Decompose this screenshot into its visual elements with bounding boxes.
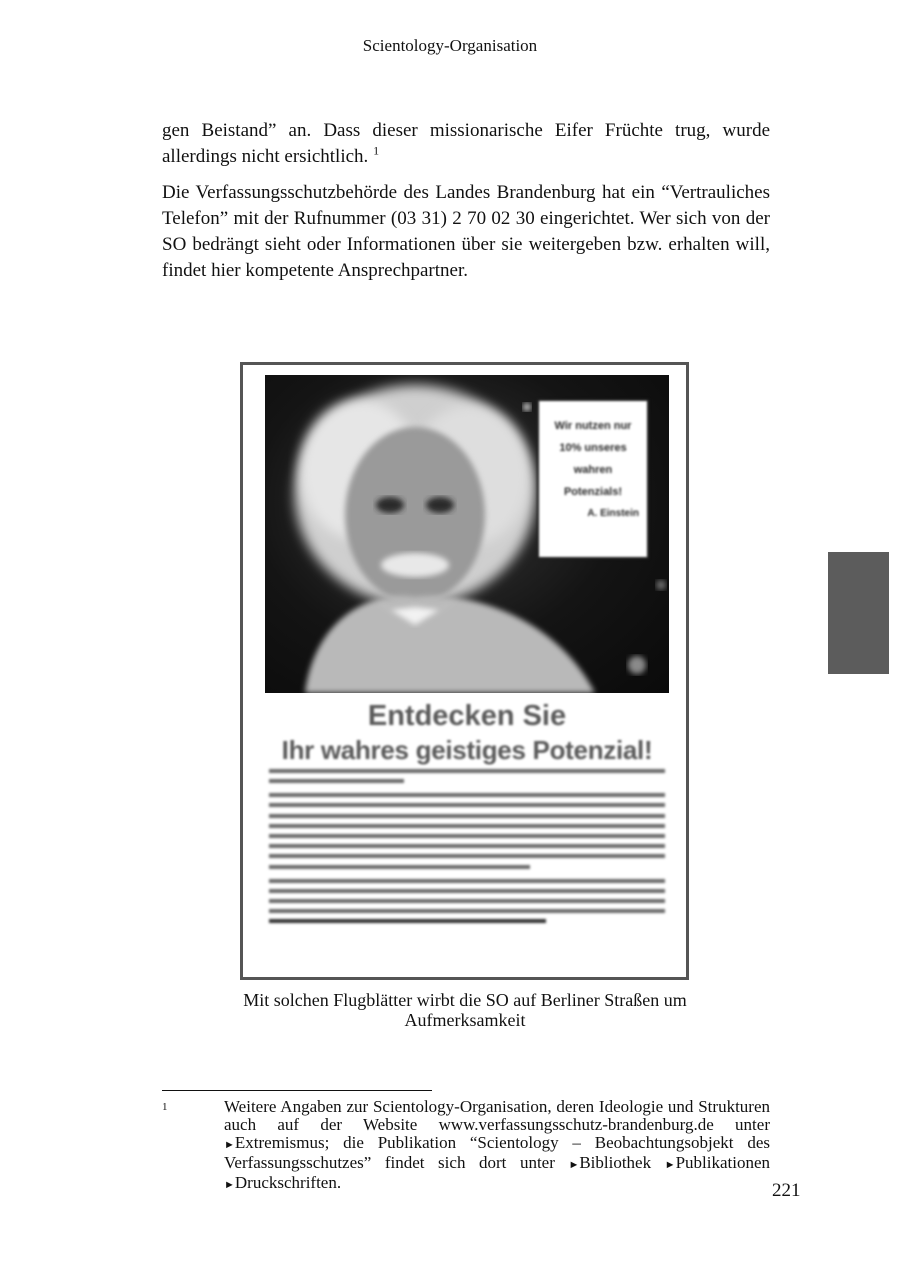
paragraph-1 (162, 118, 770, 170)
blurred-text-line (269, 814, 665, 818)
footnote-rule (162, 1090, 432, 1091)
footnote-link-publikationen[interactable]: Publikationen (675, 1153, 771, 1172)
arrow-right-icon: ► (568, 1159, 580, 1171)
arrow-right-icon: ► (224, 1139, 235, 1151)
blurred-text-line (269, 824, 665, 828)
footnote-reference[interactable]: 1 (373, 143, 380, 158)
einstein-photo (265, 375, 669, 693)
flyer-body-text (269, 769, 665, 969)
quote-line: Wir nutzen nur (554, 420, 632, 432)
arrow-right-icon: ► (224, 1179, 235, 1191)
blurred-text-line (269, 865, 530, 869)
footnote-number: 1 (162, 1101, 168, 1113)
blurred-text-line (269, 793, 665, 797)
paragraph-1-text: gen Beistand” an. Dass dieser missionarische Eifer Früchte trug, wurde allerdings nicht ersichtlich. (162, 120, 770, 167)
arrow-right-icon: ► (664, 1159, 676, 1171)
quote-line: wahren (573, 464, 613, 476)
blurred-text-line (269, 834, 665, 838)
body-text (162, 118, 770, 294)
running-head: Scientology-Organisation (362, 36, 538, 55)
headline-line-1: Entdecken Sie (367, 700, 567, 732)
footnote-text-b: ; die Publikation “Scientology – Beobachtungsobjekt des Verfassungsschutzes” findet sich dort unter (224, 1133, 770, 1172)
quote-box (537, 399, 649, 559)
page-number: 221 (772, 1180, 801, 1201)
blurred-text-line (269, 779, 404, 783)
blurred-text-line (269, 889, 665, 893)
blurred-text-line (269, 879, 665, 883)
blurred-text-line (269, 854, 665, 858)
blurred-text-line (269, 803, 665, 807)
flyer-headline (265, 695, 669, 767)
blurred-text-line (269, 844, 665, 848)
footnote-link-bibliothek[interactable]: Bibliothek (579, 1153, 652, 1172)
footnote-link-extremismus[interactable]: Extremismus (234, 1133, 325, 1152)
flyer-figure (240, 362, 689, 980)
footnote (162, 1098, 770, 1194)
quote-author: A. Einstein (587, 508, 639, 519)
footnote-link-druckschriften[interactable]: Druckschriften (234, 1173, 337, 1192)
footnote-text-a: Weitere Angaben zur Scientology-Organisation, deren Ideologie und Strukturen auch auf der Website www.verfassungsschutz-brandenburg.de unter (224, 1097, 770, 1134)
quote-line: 10% unseres (559, 442, 627, 454)
quote-line: Potenzials! (563, 486, 623, 498)
blurred-text-line (269, 909, 665, 913)
blurred-text-line (269, 769, 665, 773)
paragraph-2: Die Verfassungsschutzbehörde des Landes Brandenburg hat ein “Vertrauliches Telefon” mit der Rufnummer (03 31) 2 70 02 30 eingerichtet. Wer sich von der SO bedrängt sieht oder Informationen über sie weitergeben bzw. erhalten will, findet hier kompetente Ansprechpartner. (162, 182, 770, 281)
footnote-text (224, 1098, 770, 1194)
blurred-text-line (269, 899, 665, 903)
blurred-text-line (269, 919, 546, 923)
figure-caption: Mit solchen Flugblätter wirbt die SO auf Berliner Straßen um Aufmerksamkeit (243, 990, 687, 1030)
chapter-thumb-tab (828, 552, 889, 674)
headline-line-2: Ihr wahres geistiges Potenzial! (281, 735, 653, 765)
footnote-text-end: . (336, 1173, 342, 1192)
